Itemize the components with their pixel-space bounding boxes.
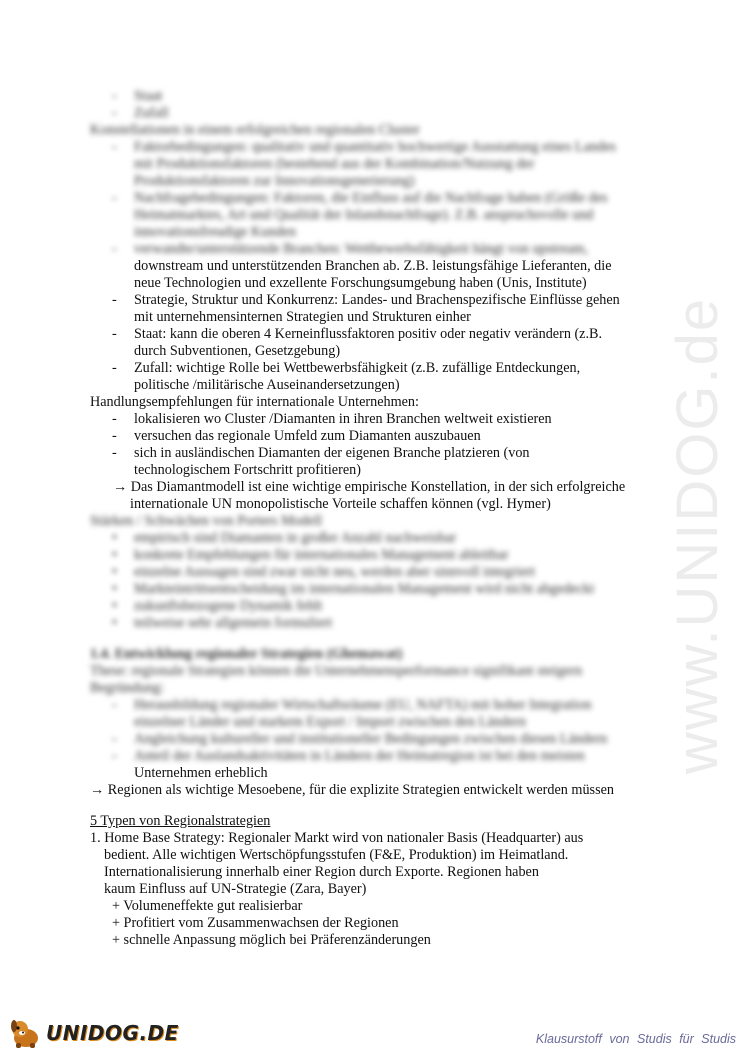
line-text: mit unternehmensinternen Strategien und Strukturen einher	[134, 309, 471, 325]
footer-logo	[8, 1016, 179, 1050]
text-line	[90, 411, 665, 428]
text-line	[90, 496, 665, 513]
line-text: 1. Home Base Strategy: Regionaler Markt wird von nationaler Basis (Headquarter) aus	[90, 830, 584, 846]
line-text: neue Technologien und exzellente Forschungsumgebung haben (Unis, Institute)	[134, 275, 587, 291]
list-marker: -	[112, 360, 117, 376]
spacer	[90, 632, 665, 646]
line-text: verwandte/unterstützende Branchen: Wettbewerbsfähigkeit hängt von upstream,	[134, 241, 589, 257]
text-line	[90, 915, 665, 932]
dog-mascot-icon	[8, 1016, 44, 1050]
line-text: politische /militärische Auseinandersetzungen)	[134, 377, 400, 393]
text-line	[90, 207, 665, 224]
list-marker: •	[112, 547, 117, 563]
line-text: Staat	[134, 88, 163, 104]
line-text: einzelner Länder und starkem Export / Import zwischen den Ländern	[134, 714, 526, 730]
line-text: Nachfragebedingungen: Faktoren, die Einfluss auf die Nachfrage haben (Größe des	[134, 190, 608, 206]
line-text: Faktorbedingungen: qualitativ und quantitativ hochwertige Ausstattung eines Landes	[134, 139, 616, 155]
text-line	[90, 275, 665, 292]
line-text: Internationalisierung innerhalb einer Region durch Exporte. Regionen haben	[104, 864, 539, 880]
line-text: lokalisieren wo Cluster /Diamanten in ihren Branchen weltweit existieren	[134, 411, 552, 427]
visible-section-bottom	[90, 765, 665, 949]
line-text: sich in ausländischen Diamanten der eigenen Branche platzieren (von	[134, 445, 530, 461]
line-text: teilweise sehr allgemein formuliert	[134, 615, 333, 631]
text-line	[90, 173, 665, 190]
text-line	[90, 782, 665, 799]
text-line	[90, 748, 665, 765]
footer-tagline: Klausurstoff von Studis für Studis	[535, 1032, 736, 1046]
watermark-text: www.UNIDOG.de	[665, 296, 731, 774]
text-line	[90, 343, 665, 360]
line-text: mit Produktionsfaktoren (bestehend aus der Kombination/Nutzung der	[134, 156, 535, 172]
line-text: versuchen das regionale Umfeld zum Diamanten auszubauen	[134, 428, 481, 444]
text-line	[90, 258, 665, 275]
text-line	[90, 564, 665, 581]
blurred-section-top	[90, 88, 665, 258]
text-line	[90, 326, 665, 343]
list-marker: -	[112, 428, 117, 444]
line-text: Angleichung kultureller und institutioneller Bedingungen zwischen diesen Ländern	[134, 731, 608, 747]
text-line	[90, 547, 665, 564]
blurred-section-middle	[90, 513, 665, 765]
line-text: durch Subventionen, Gesetzgebung)	[134, 343, 341, 359]
text-line	[90, 830, 665, 847]
line-text: + Profitiert vom Zusammenwachsen der Regionen	[112, 915, 399, 931]
list-marker: -	[112, 697, 117, 713]
text-line	[90, 445, 665, 462]
line-text: downstream und unterstützenden Branchen ab. Z.B. leistungsfähige Lieferanten, die	[134, 258, 612, 274]
list-marker: -	[112, 731, 117, 747]
line-text: internationale UN monopolistische Vorteile schaffen können (vgl. Hymer)	[130, 496, 551, 512]
line-text: technologischem Fortschritt profitieren)	[134, 462, 361, 478]
line-text: Anteil der Auslandsaktivitäten in Ländern der Heimatregion ist bei den meisten	[134, 748, 585, 764]
line-text: Begründung:	[90, 680, 165, 696]
text-line	[90, 598, 665, 615]
text-line	[90, 428, 665, 445]
line-text: Unternehmen erheblich	[134, 765, 268, 781]
list-marker: -	[112, 241, 117, 257]
line-text: Konstellationen in einem erfolgreichen regionalen Cluster	[90, 122, 420, 138]
text-line	[90, 663, 665, 680]
line-text: + Volumeneffekte gut realisierbar	[112, 898, 303, 914]
text-line	[90, 309, 665, 326]
text-line	[90, 881, 665, 898]
document-body	[90, 88, 665, 949]
line-text: Zufall: wichtige Rolle bei Wettbewerbsfähigkeit (z.B. zufällige Entdeckungen,	[134, 360, 581, 376]
line-text: + schnelle Anpassung möglich bei Präferenzänderungen	[112, 932, 431, 948]
text-line	[90, 581, 665, 598]
list-marker: -	[112, 748, 117, 764]
line-text: → Das Diamantmodell ist eine wichtige empirische Konstellation, in der sich erfolgreiche	[113, 479, 626, 495]
list-marker: •	[112, 530, 117, 546]
line-text: kaum Einfluss auf UN-Strategie (Zara, Bayer)	[104, 881, 367, 897]
line-text: einzelne Aussagen sind zwar nicht neu, werden aber sinnvoll integriert	[134, 564, 536, 580]
text-line	[90, 224, 665, 241]
text-line	[90, 360, 665, 377]
line-text: → Regionen als wichtige Mesoebene, für die explizite Strategien entwickelt werden müssen	[90, 782, 614, 798]
text-line	[90, 156, 665, 173]
line-text: Staat: kann die oberen 4 Kerneinflussfaktoren positiv oder negativ verändern (z.B.	[134, 326, 603, 342]
text-line	[90, 462, 665, 479]
text-line	[90, 88, 665, 105]
line-text: Handlungsempfehlungen für internationale Unternehmen:	[90, 394, 419, 410]
line-text: 5 Typen von Regionalstrategien	[90, 813, 271, 829]
line-text: Markteintrittsentscheidung im internationalen Management wird nicht abgedeckt	[134, 581, 595, 597]
text-line	[90, 813, 665, 830]
text-line	[90, 847, 665, 864]
line-text: Zufall	[134, 105, 169, 121]
line-text: bedient. Alle wichtigen Wertschöpfungsstufen (F&E, Produktion) im Heimatland.	[104, 847, 569, 863]
list-marker: -	[112, 139, 117, 155]
line-text: Strategie, Struktur und Konkurrenz: Landes- und Brachenspezifische Einflüsse gehen	[134, 292, 620, 308]
text-line	[90, 932, 665, 949]
list-marker: -	[112, 105, 117, 121]
list-marker: •	[112, 581, 117, 597]
visible-section-middle	[90, 258, 665, 513]
text-line	[90, 898, 665, 915]
line-text: zukunftsbezogene Dynamik fehlt	[134, 598, 323, 614]
spacer	[90, 799, 665, 813]
text-line	[90, 479, 665, 496]
list-marker: -	[112, 445, 117, 461]
text-line	[90, 530, 665, 547]
text-line	[90, 697, 665, 714]
line-text: 1.4. Entwicklung regionaler Strategien (Ghemawat)	[90, 646, 403, 662]
line-text: Heimatmarktes, Art und Qualität der Inlandsnachfrage). Z.B. anspruchsvolle und	[134, 207, 594, 223]
footer-brand: UNIDOG.DE	[46, 1021, 179, 1045]
list-marker: -	[112, 190, 117, 206]
list-marker: -	[112, 411, 117, 427]
line-text: Stärken / Schwächen von Porters Modell	[90, 513, 323, 529]
line-text: innovationsfreudige Kunden	[134, 224, 296, 240]
text-line	[90, 731, 665, 748]
text-line	[90, 122, 665, 139]
list-marker: •	[112, 598, 117, 614]
list-marker: •	[112, 564, 117, 580]
text-line	[90, 190, 665, 207]
text-line	[90, 377, 665, 394]
list-marker: •	[112, 615, 117, 631]
line-text: empirisch sind Diamanten in großer Anzahl nachweisbar	[134, 530, 457, 546]
text-line	[90, 864, 665, 881]
list-marker: -	[112, 88, 117, 104]
line-text: konkrete Empfehlungen für internationales Management ableitbar	[134, 547, 509, 563]
line-text: These: regionale Strategien können die Unternehmensperformance signifikant steigern	[90, 663, 583, 679]
text-line	[90, 646, 665, 663]
text-line	[90, 680, 665, 697]
line-text: Produktionsfaktoren zur Innovationsgenerierung)	[134, 173, 415, 189]
list-marker: -	[112, 292, 117, 308]
list-marker: -	[112, 326, 117, 342]
text-line	[90, 241, 665, 258]
text-line	[90, 765, 665, 782]
text-line	[90, 615, 665, 632]
line-text: Herausbildung regionaler Wirtschaftsräume (EU, NAFTA) mit hoher Integration	[134, 697, 592, 713]
text-line	[90, 139, 665, 156]
text-line	[90, 394, 665, 411]
text-line	[90, 105, 665, 122]
text-line	[90, 292, 665, 309]
text-line	[90, 513, 665, 530]
text-line	[90, 714, 665, 731]
